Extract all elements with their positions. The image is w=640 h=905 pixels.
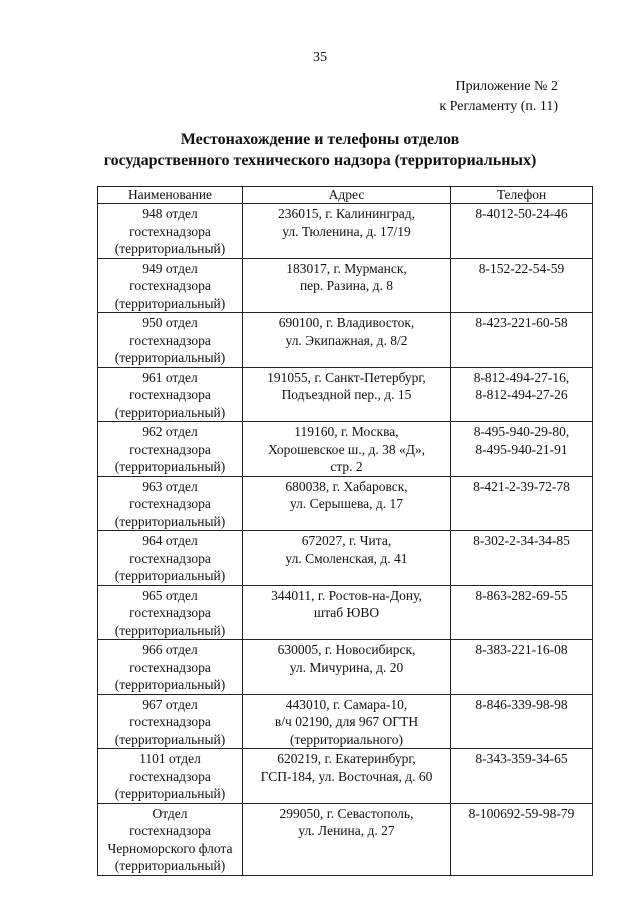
address-line: 119160, г. Москва, <box>294 424 399 439</box>
table-header-row <box>98 187 593 204</box>
table-row <box>98 531 593 586</box>
address-line: ул. Смоленская, д. 41 <box>285 550 408 566</box>
office-name-line: (территориальный) <box>114 459 226 474</box>
office-name-line: Отдел <box>152 805 188 821</box>
office-name-line: (территориальный) <box>114 404 226 420</box>
phone-line: 8-423-221-60-58 <box>475 315 568 330</box>
office-name-cell <box>98 367 243 422</box>
phone-line: 8-343-359-34-65 <box>475 751 568 766</box>
office-name-line: (территориальный) <box>114 295 226 311</box>
table-row <box>98 694 593 749</box>
document-title <box>0 129 640 171</box>
address-line: ул. Ленина, д. 27 <box>298 823 395 838</box>
phone-cell <box>451 531 593 586</box>
table-row <box>98 749 593 804</box>
header-phone: Телефон <box>451 187 593 204</box>
address-cell <box>243 422 451 477</box>
address-line: штаб ЮВО <box>313 605 380 620</box>
office-name-line: гостехнадзора <box>129 332 211 348</box>
office-name-line: гостехнадзора <box>129 823 211 838</box>
address-cell <box>243 749 451 804</box>
office-name-cell <box>98 422 243 477</box>
address-line: ГСП-184, ул. Восточная, д. 60 <box>260 768 433 784</box>
address-line: 344011, г. Ростов-на-Дону, <box>271 587 422 603</box>
office-name-cell <box>98 585 243 640</box>
office-name-cell <box>98 258 243 313</box>
office-name-line: гостехнадзора <box>129 605 211 620</box>
address-line: Хорошевское ш., д. 38 «Д», <box>267 441 426 457</box>
address-line: ул. Серышева, д. 17 <box>289 496 404 511</box>
office-name-line: гостехнадзора <box>129 387 211 402</box>
phone-line: 8-846-339-98-98 <box>475 696 568 712</box>
office-name-line: (территориальный) <box>114 786 226 801</box>
phone-cell <box>451 694 593 749</box>
table-row <box>98 258 593 313</box>
table-row <box>98 367 593 422</box>
page-number: 35 <box>313 50 327 65</box>
address-line: 672027, г. Чита, <box>301 533 392 548</box>
address-cell <box>243 367 451 422</box>
table-row <box>98 585 593 640</box>
office-name-cell <box>98 204 243 259</box>
address-line: ул. Мичурина, д. 20 <box>289 659 404 675</box>
office-name-line: (территориальный) <box>114 677 226 692</box>
phone-line: 8-495-940-21-91 <box>475 441 568 457</box>
office-name-line: гостехнадзора <box>129 223 211 239</box>
appendix-line-1: Приложение № 2 <box>455 79 558 94</box>
phone-cell <box>451 258 593 313</box>
appendix-line-2: к Регламенту (п. 11) <box>439 99 558 114</box>
address-line: Подъездной пер., д. 15 <box>281 387 412 402</box>
office-name-line: 1101 отдел <box>139 751 201 766</box>
phone-cell <box>451 476 593 531</box>
office-name-cell <box>98 694 243 749</box>
office-name-line: гостехнадзора <box>129 659 211 675</box>
office-name-line: 967 отдел <box>142 696 198 712</box>
address-cell <box>243 640 451 695</box>
address-line: 630005, г. Новосибирск, <box>277 642 416 657</box>
address-cell <box>243 258 451 313</box>
address-cell <box>243 803 451 875</box>
address-line: стр. 2 <box>330 459 363 474</box>
office-name-line: 965 отдел <box>142 587 198 603</box>
phone-cell <box>451 640 593 695</box>
phone-cell <box>451 204 593 259</box>
document-title-line-2: государственного технического надзора (территориальных) <box>103 152 537 169</box>
address-cell <box>243 313 451 368</box>
office-name-line: (территориальный) <box>114 858 226 873</box>
address-line: 680038, г. Хабаровск, <box>285 478 408 494</box>
address-line: ул. Тюленина, д. 17/19 <box>282 223 411 239</box>
address-line: 236015, г. Калининград, <box>277 206 416 221</box>
office-name-line: 962 отдел <box>142 424 198 439</box>
header-name: Наименование <box>98 187 243 204</box>
office-name-line: 964 отдел <box>142 533 198 548</box>
address-line: 191055, г. Санкт-Петербург, <box>267 369 426 385</box>
office-name-line: (территориальный) <box>114 350 226 365</box>
phone-line: 8-863-282-69-55 <box>475 587 568 603</box>
office-name-line: 966 отдел <box>142 642 198 657</box>
address-line: 183017, г. Мурманск, <box>286 260 407 276</box>
address-line: 299050, г. Севастополь, <box>279 805 414 821</box>
address-line: 620219, г. Екатеринбург, <box>277 751 416 766</box>
document-title-line-1: Местонахождение и телефоны отделов <box>180 131 460 148</box>
table-row <box>98 204 593 259</box>
phone-cell <box>451 367 593 422</box>
address-line: ул. Экипажная, д. 8/2 <box>285 332 408 348</box>
office-name-line: 963 отдел <box>142 478 198 494</box>
office-name-line: гостехнадзора <box>129 768 211 784</box>
office-name-line: гостехнадзора <box>129 441 211 457</box>
table-row <box>98 313 593 368</box>
table-row <box>98 422 593 477</box>
office-name-line: гостехнадзора <box>129 496 211 511</box>
phone-line: 8-383-221-16-08 <box>475 642 568 657</box>
office-name-line: Черноморского флота <box>107 840 233 856</box>
address-line: 690100, г. Владивосток, <box>278 315 415 330</box>
address-cell <box>243 204 451 259</box>
office-name-line: гостехнадзора <box>129 714 211 729</box>
office-name-line: 961 отдел <box>142 369 198 385</box>
office-name-cell <box>98 313 243 368</box>
office-name-cell <box>98 640 243 695</box>
office-name-line: гостехнадзора <box>129 550 211 566</box>
phone-line: 8-302-2-34-34-85 <box>473 533 570 548</box>
office-name-cell <box>98 749 243 804</box>
table-row <box>98 476 593 531</box>
phone-cell <box>451 313 593 368</box>
address-line: 443010, г. Самара-10, <box>285 696 408 712</box>
phone-line: 8-421-2-39-72-78 <box>473 478 570 494</box>
phone-line: 8-812-494-27-26 <box>475 387 568 402</box>
table-row <box>98 640 593 695</box>
office-name-cell <box>98 531 243 586</box>
appendix-note <box>439 77 558 117</box>
offices-table <box>97 186 593 876</box>
address-line: в/ч 02190, для 967 ОГТН <box>274 714 419 729</box>
table-row <box>98 803 593 875</box>
phone-line: 8-4012-50-24-46 <box>475 206 568 221</box>
office-name-line: 950 отдел <box>142 315 198 330</box>
address-line: пер. Разина, д. 8 <box>299 278 394 293</box>
office-name-cell <box>98 803 243 875</box>
offices-table-body <box>98 204 593 876</box>
address-cell <box>243 585 451 640</box>
office-name-line: (территориальный) <box>114 241 226 256</box>
office-name-line: гостехнадзора <box>129 278 211 293</box>
office-name-line: (территориальный) <box>114 622 226 638</box>
address-cell <box>243 476 451 531</box>
phone-line: 8-812-494-27-16, <box>473 369 570 385</box>
office-name-line: 948 отдел <box>142 206 198 221</box>
office-name-line: (территориальный) <box>114 513 226 529</box>
phone-line: 8-495-940-29-80, <box>473 424 570 439</box>
phone-cell <box>451 803 593 875</box>
phone-line: 8-152-22-54-59 <box>478 260 565 276</box>
office-name-line: (территориальный) <box>114 568 226 583</box>
address-cell <box>243 531 451 586</box>
phone-cell <box>451 749 593 804</box>
office-name-cell <box>98 476 243 531</box>
phone-cell <box>451 422 593 477</box>
header-address: Адрес <box>243 187 451 204</box>
office-name-line: 949 отдел <box>142 260 198 276</box>
office-name-line: (территориальный) <box>114 731 226 747</box>
phone-line: 8-100692-59-98-79 <box>468 805 575 821</box>
address-cell <box>243 694 451 749</box>
phone-cell <box>451 585 593 640</box>
address-line: (территориального) <box>290 731 403 747</box>
